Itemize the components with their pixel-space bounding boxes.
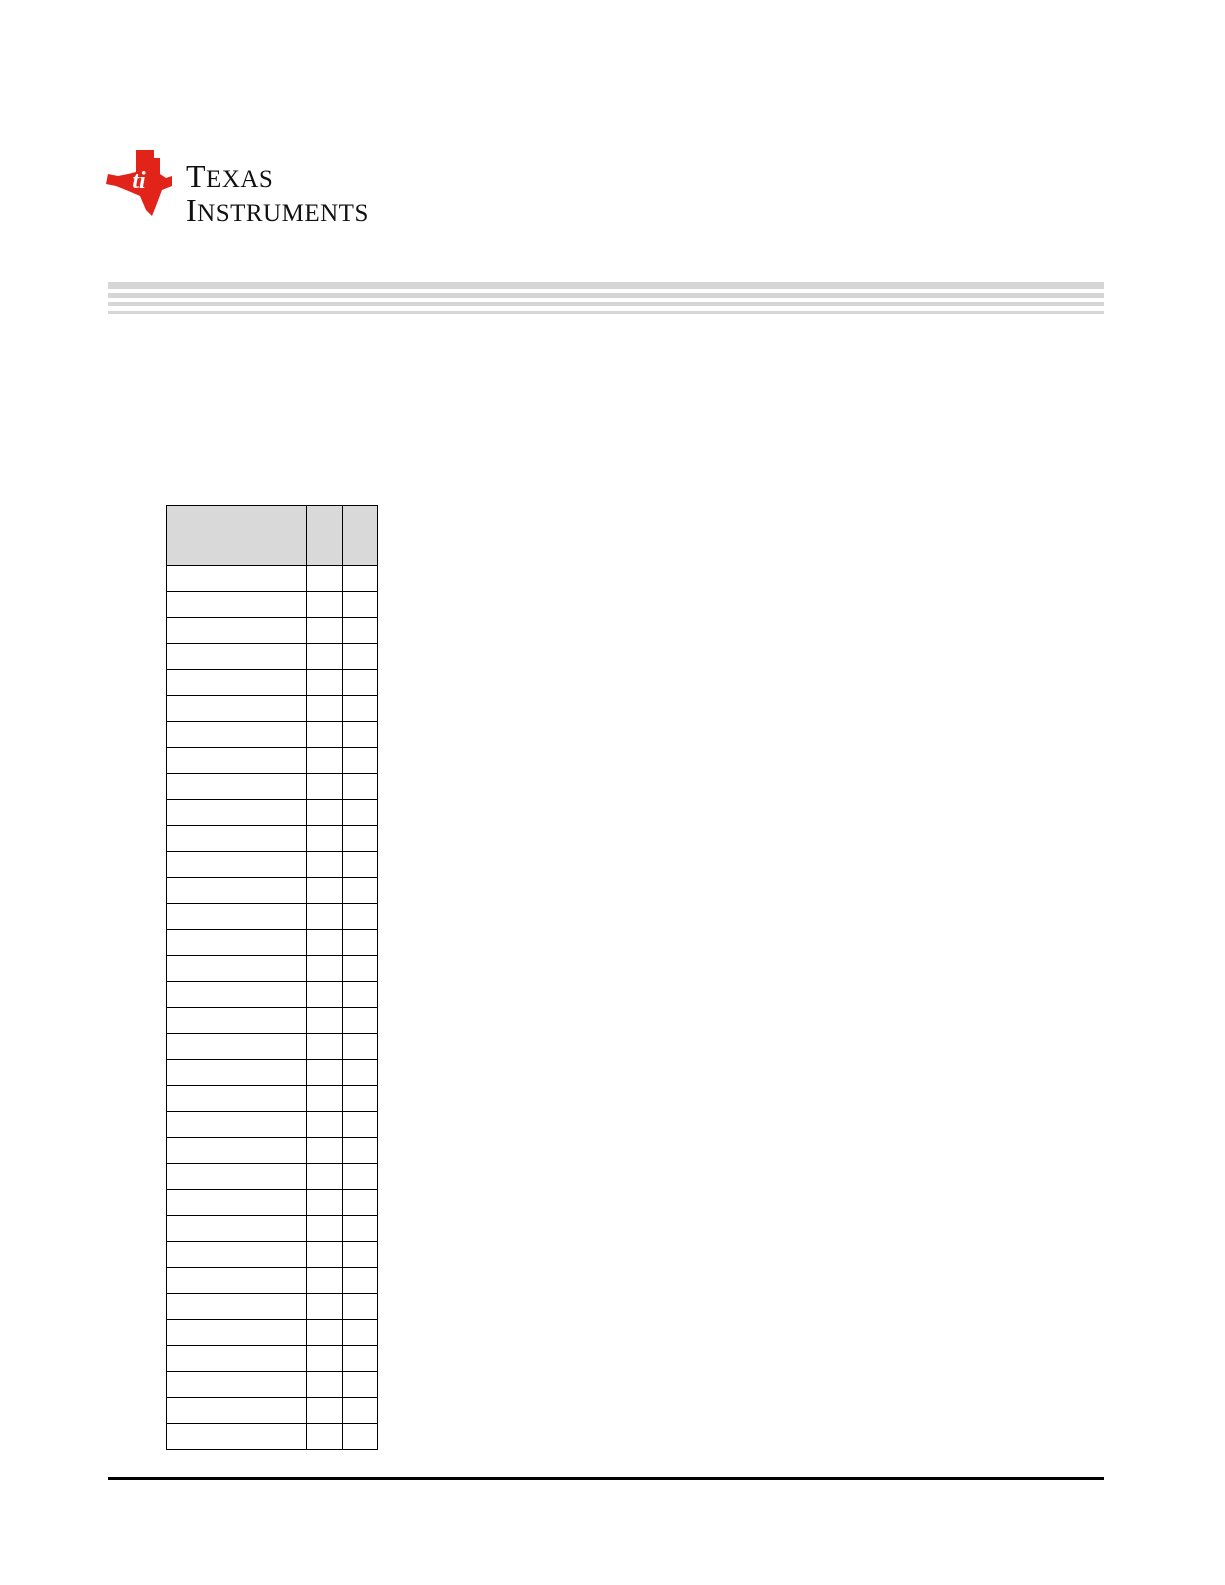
- table-row: [167, 722, 378, 748]
- table-cell: [343, 930, 378, 956]
- table-cell: [307, 748, 343, 774]
- table-cell: [307, 930, 343, 956]
- table-cell: [307, 1008, 343, 1034]
- table-row: [167, 1034, 378, 1060]
- table-cell: [307, 670, 343, 696]
- table-cell: [167, 1060, 307, 1086]
- table-row: [167, 1398, 378, 1424]
- header-stripe: [108, 282, 1104, 289]
- table-cell: [343, 1060, 378, 1086]
- table-cell: [343, 800, 378, 826]
- table-cell: [343, 696, 378, 722]
- table-cell: [343, 566, 378, 592]
- table-cell: [343, 1164, 378, 1190]
- table-cell: [307, 852, 343, 878]
- table-cell: [307, 722, 343, 748]
- table-row: [167, 1164, 378, 1190]
- table-header-cell: [343, 506, 378, 566]
- table-cell: [343, 1216, 378, 1242]
- table-cell: [307, 696, 343, 722]
- table-row: [167, 644, 378, 670]
- table-cell: [343, 1034, 378, 1060]
- table-cell: [167, 904, 307, 930]
- table-row: [167, 566, 378, 592]
- table-cell: [167, 800, 307, 826]
- table-cell: [167, 956, 307, 982]
- table-row: [167, 1294, 378, 1320]
- table-cell: [167, 748, 307, 774]
- table-cell: [343, 670, 378, 696]
- table-cell: [167, 1138, 307, 1164]
- table-header-cell: [167, 506, 307, 566]
- table-cell: [343, 1346, 378, 1372]
- table-row: [167, 774, 378, 800]
- table-row: [167, 1008, 378, 1034]
- table-cell: [307, 1190, 343, 1216]
- ti-wordmark: [186, 160, 369, 226]
- wordmark-line-instruments: INSTRUMENTS: [186, 192, 369, 228]
- table-cell: [167, 852, 307, 878]
- table-row: [167, 1112, 378, 1138]
- table-cell: [343, 904, 378, 930]
- table-row: [167, 800, 378, 826]
- table-cell: [307, 1086, 343, 1112]
- table-cell: [343, 1268, 378, 1294]
- table-row: [167, 1424, 378, 1450]
- table-cell: [307, 956, 343, 982]
- table-cell: [343, 956, 378, 982]
- table-cell: [167, 592, 307, 618]
- table-row: [167, 1346, 378, 1372]
- table-cell: [167, 1164, 307, 1190]
- table-cell: [167, 1372, 307, 1398]
- table-row: [167, 1268, 378, 1294]
- table-cell: [343, 592, 378, 618]
- table-cell: [343, 1112, 378, 1138]
- table-cell: [167, 566, 307, 592]
- table-cell: [307, 878, 343, 904]
- table-cell: [343, 878, 378, 904]
- table-cell: [343, 1242, 378, 1268]
- footer-rule: [108, 1477, 1104, 1480]
- table-row: [167, 592, 378, 618]
- ti-texas-logo-icon: [106, 150, 172, 216]
- table-cell: [167, 618, 307, 644]
- table-row: [167, 982, 378, 1008]
- table-cell: [307, 1138, 343, 1164]
- table-cell: [307, 644, 343, 670]
- table-cell: [307, 1242, 343, 1268]
- table-cell: [343, 1372, 378, 1398]
- table-cell: [343, 618, 378, 644]
- table-row: [167, 1242, 378, 1268]
- table-cell: [307, 774, 343, 800]
- table-row: [167, 1060, 378, 1086]
- table-row: [167, 1190, 378, 1216]
- table-cell: [167, 1112, 307, 1138]
- header-stripe: [108, 293, 1104, 298]
- table-cell: [343, 852, 378, 878]
- table-cell: [343, 644, 378, 670]
- table-cell: [307, 800, 343, 826]
- table-cell: [167, 982, 307, 1008]
- wordmark-line-texas: TEXAS: [186, 158, 274, 194]
- table-cell: [307, 982, 343, 1008]
- table-cell: [167, 696, 307, 722]
- table-cell: [343, 774, 378, 800]
- table-cell: [307, 592, 343, 618]
- empty-data-table: [166, 505, 378, 1450]
- table-cell: [343, 1190, 378, 1216]
- table-cell: [343, 1086, 378, 1112]
- table-cell: [307, 1424, 343, 1450]
- table-row: [167, 1320, 378, 1346]
- table-cell: [307, 1346, 343, 1372]
- table-cell: [343, 748, 378, 774]
- table-cell: [167, 1216, 307, 1242]
- table-cell: [167, 930, 307, 956]
- table-cell: [343, 1008, 378, 1034]
- table-row: [167, 956, 378, 982]
- table-cell: [307, 1294, 343, 1320]
- table-cell: [167, 1086, 307, 1112]
- table-cell: [167, 1346, 307, 1372]
- table-row: [167, 696, 378, 722]
- table-cell: [307, 1034, 343, 1060]
- table-cell: [307, 1398, 343, 1424]
- table-cell: [307, 566, 343, 592]
- table-cell: [343, 1398, 378, 1424]
- table-cell: [167, 1008, 307, 1034]
- table-row: [167, 748, 378, 774]
- table-cell: [167, 1268, 307, 1294]
- table-cell: [307, 1164, 343, 1190]
- table-row: [167, 852, 378, 878]
- table-header-cell: [307, 506, 343, 566]
- table-row: [167, 904, 378, 930]
- header-stripes: [108, 282, 1104, 314]
- table-cell: [307, 1060, 343, 1086]
- table-row: [167, 618, 378, 644]
- table-cell: [307, 618, 343, 644]
- table-cell: [307, 1372, 343, 1398]
- table-cell: [307, 1112, 343, 1138]
- header-stripe: [108, 302, 1104, 306]
- table-cell: [167, 1242, 307, 1268]
- table-row: [167, 1372, 378, 1398]
- table-row: [167, 1138, 378, 1164]
- table-cell: [307, 904, 343, 930]
- table-cell: [167, 826, 307, 852]
- table-header-row: [167, 506, 378, 566]
- table-cell: [167, 1398, 307, 1424]
- svg-text:ti: ti: [132, 168, 146, 194]
- table-cell: [343, 722, 378, 748]
- table-body: [167, 566, 378, 1450]
- table-cell: [167, 1034, 307, 1060]
- header-stripe: [108, 311, 1104, 314]
- table-cell: [167, 1320, 307, 1346]
- table-cell: [167, 1190, 307, 1216]
- table-row: [167, 1216, 378, 1242]
- table-row: [167, 878, 378, 904]
- table-cell: [167, 774, 307, 800]
- table-row: [167, 930, 378, 956]
- table-cell: [167, 878, 307, 904]
- table-cell: [343, 1294, 378, 1320]
- table-cell: [167, 644, 307, 670]
- table-row: [167, 826, 378, 852]
- table-cell: [343, 1320, 378, 1346]
- table-cell: [343, 982, 378, 1008]
- table-cell: [167, 670, 307, 696]
- table-cell: [167, 722, 307, 748]
- table-cell: [167, 1294, 307, 1320]
- table-row: [167, 670, 378, 696]
- table-cell: [343, 1138, 378, 1164]
- table-cell: [307, 1268, 343, 1294]
- ti-logo: [106, 150, 416, 230]
- table-cell: [307, 1216, 343, 1242]
- table-row: [167, 1086, 378, 1112]
- table-cell: [307, 1320, 343, 1346]
- table-cell: [343, 826, 378, 852]
- table-cell: [167, 1424, 307, 1450]
- table-cell: [343, 1424, 378, 1450]
- table-cell: [307, 826, 343, 852]
